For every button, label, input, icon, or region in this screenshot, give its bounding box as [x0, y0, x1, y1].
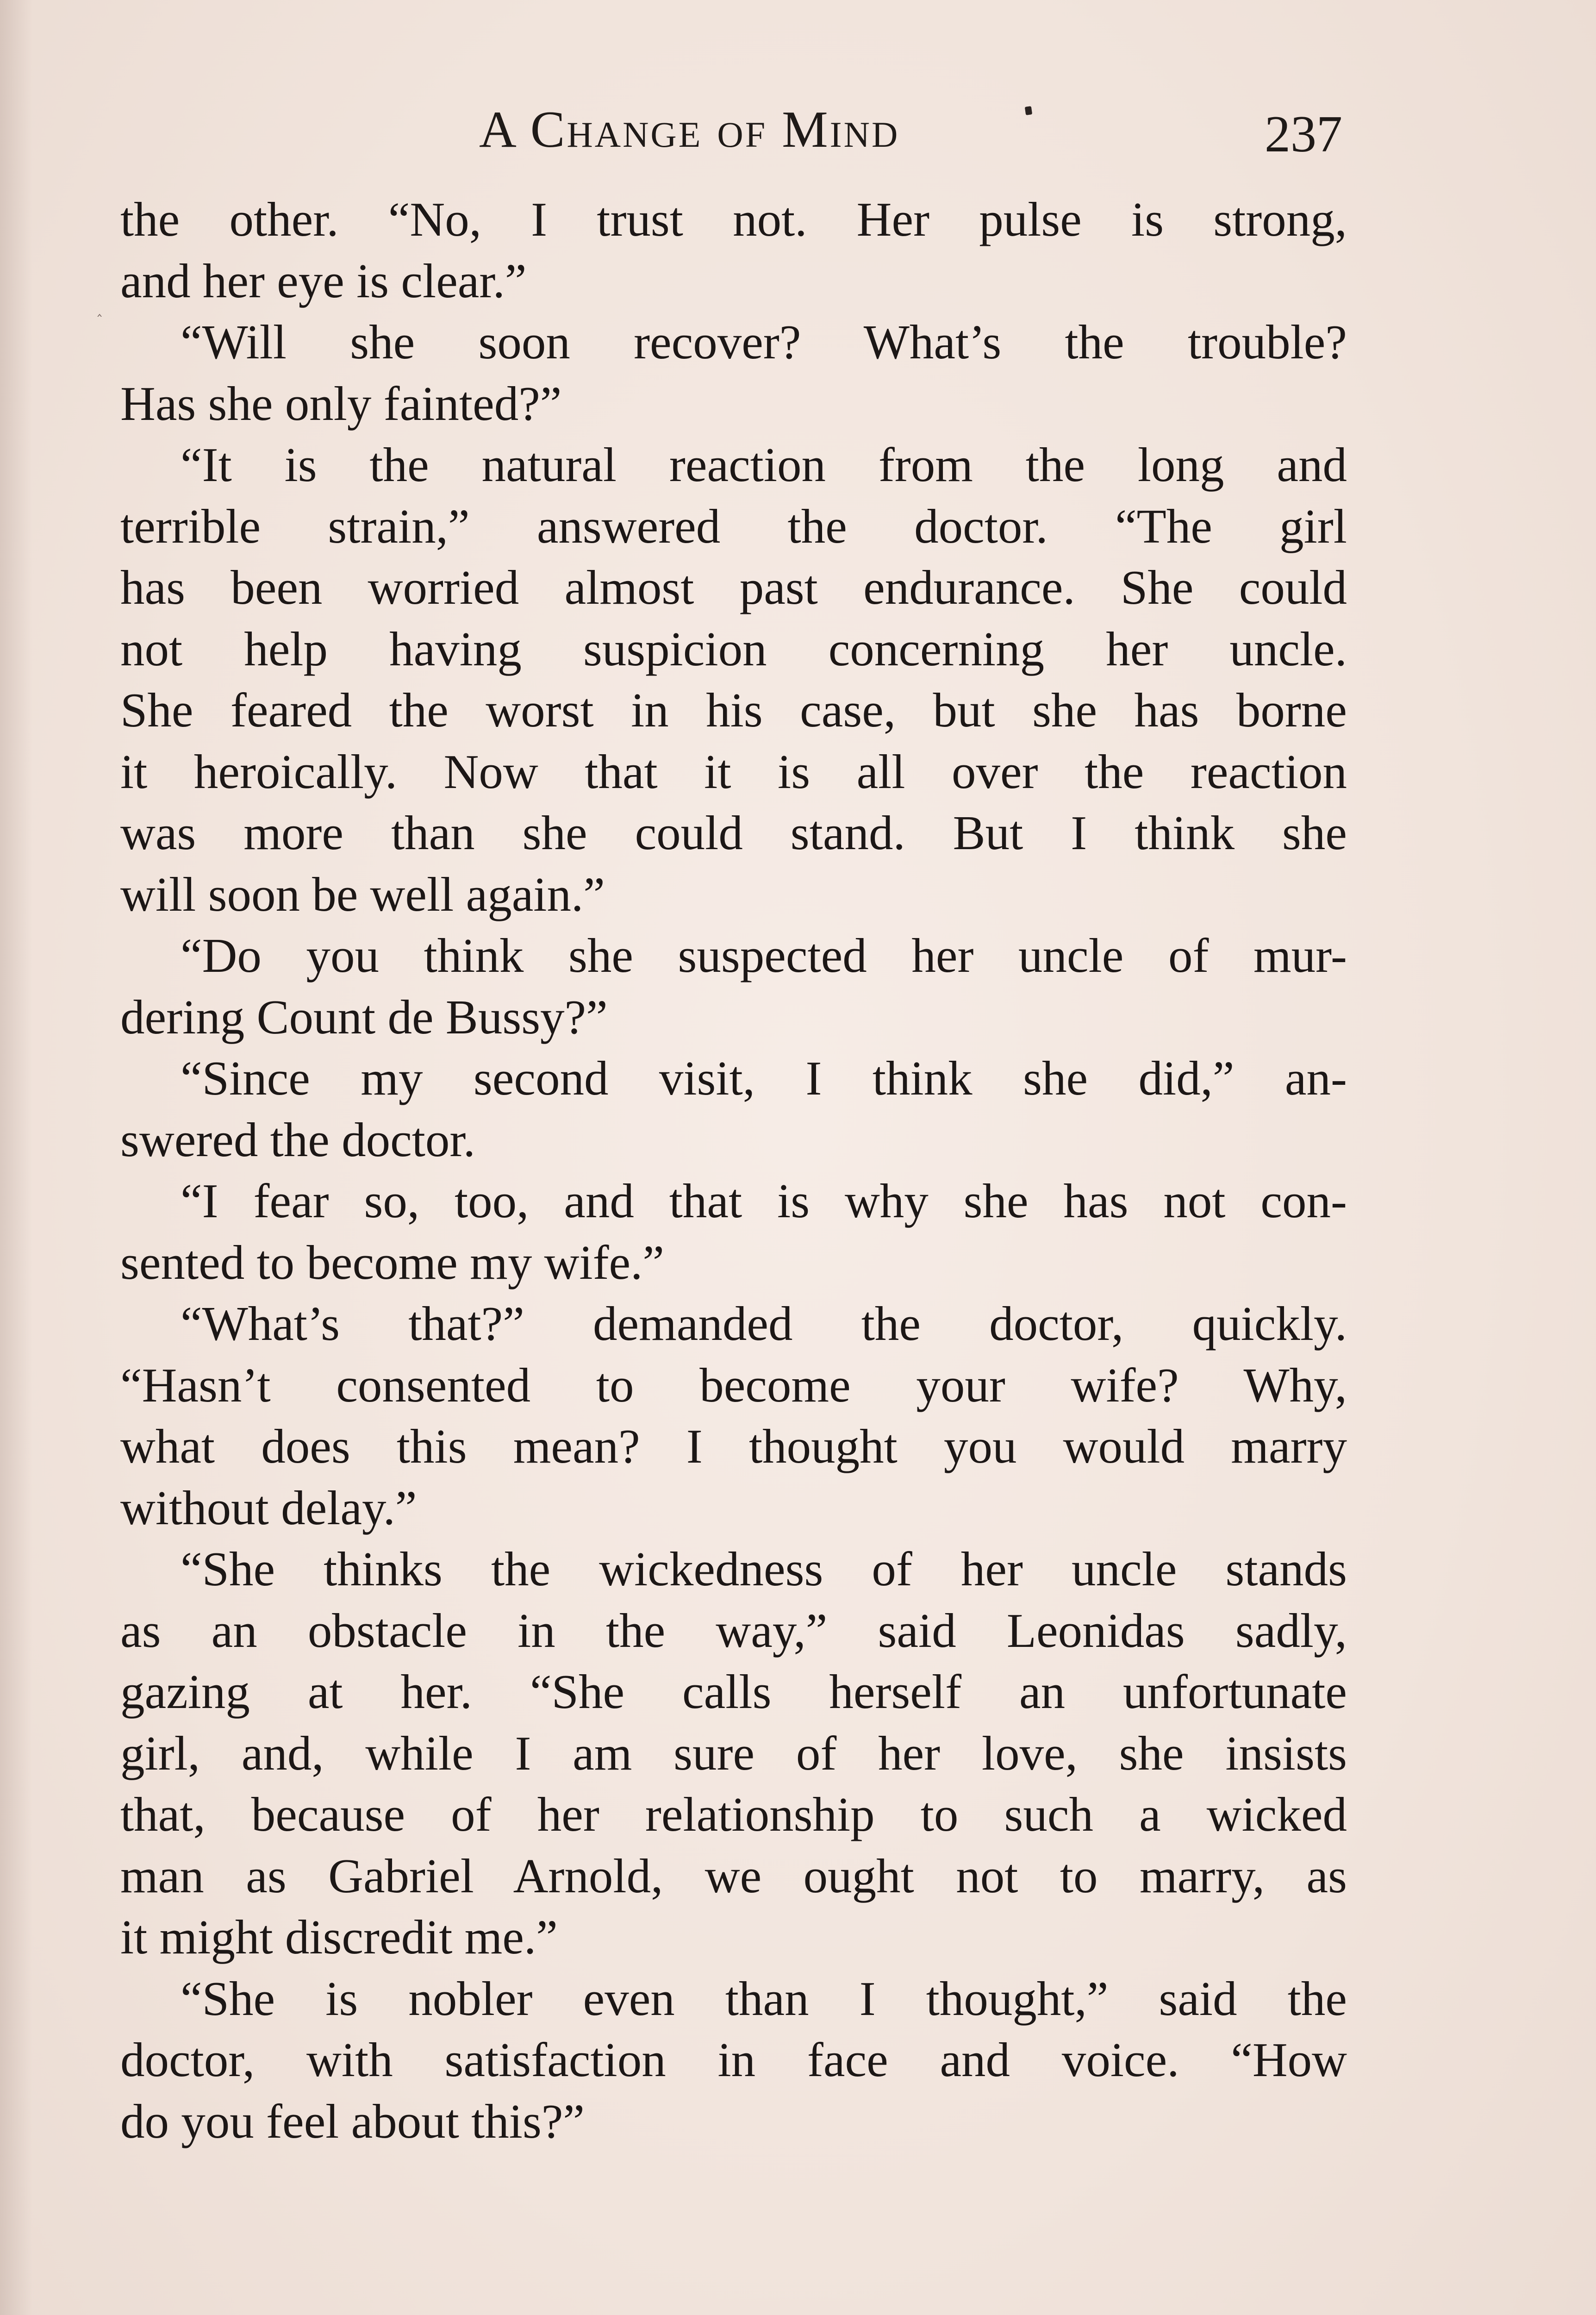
text-line: “She is nobler even than I thought,” said the	[181, 1971, 1347, 2026]
text-line: sented to become my wife.”	[120, 1235, 664, 1289]
text-line: “Do you think she suspected her uncle of mur-	[181, 928, 1347, 982]
text-line: was more than she could stand. But I think she	[120, 806, 1347, 860]
text-line: not help having suspicion concerning her uncle.	[120, 621, 1347, 676]
text-line: “She thinks the wickedness of her uncle stands	[181, 1542, 1347, 1596]
text-line: “What’s that?” demanded the doctor, quickly.	[181, 1296, 1347, 1351]
text-line: Has she only fainted?”	[120, 376, 562, 431]
page-number: 237	[1265, 106, 1342, 163]
body-text	[120, 189, 1347, 2152]
text-line: do you feel about this?”	[120, 2094, 585, 2148]
text-line: gazing at her. “She calls herself an unfortunate	[120, 1664, 1347, 1719]
text-line: “I fear so, too, and that is why she has not con-	[181, 1174, 1347, 1228]
text-line: “Will she soon recover? What’s the trouble?	[181, 315, 1347, 369]
text-line: dering Count de Bussy?”	[120, 989, 608, 1044]
text-line: swered the doctor.	[120, 1112, 475, 1167]
text-line: the other. “No, I trust not. Her pulse is strong,	[120, 192, 1347, 246]
text-line: that, because of her relationship to such a wicked	[120, 1787, 1347, 1841]
text-line: and her eye is clear.”	[120, 253, 527, 308]
ornament-mark	[1025, 106, 1032, 115]
text-line: “Since my second visit, I think she did,” an-	[181, 1051, 1347, 1105]
text-line: doctor, with satisfaction in face and voice. “How	[120, 2033, 1347, 2087]
text-line: it heroically. Now that it is all over the reaction	[120, 744, 1347, 799]
text-line: man as Gabriel Arnold, we ought not to marry, as	[120, 1848, 1347, 1903]
text-line: as an obstacle in the way,” said Leonidas sadly,	[120, 1603, 1347, 1658]
text-line: will soon be well again.”	[120, 867, 605, 921]
margin-mark: ‸	[97, 301, 102, 317]
text-line: girl, and, while I am sure of her love, she insists	[120, 1726, 1347, 1780]
text-line: “Hasn’t consented to become your wife? Why,	[120, 1358, 1347, 1412]
text-line: She feared the worst in his case, but she has borne	[120, 683, 1347, 737]
page-header	[120, 93, 1342, 167]
text-line: “It is the natural reaction from the long and	[181, 438, 1347, 492]
text-line: without delay.”	[120, 1480, 417, 1535]
text-line: has been worried almost past endurance. She could	[120, 560, 1347, 614]
text-line: it might discredit me.”	[120, 1910, 558, 1964]
text-line: what does this mean? I thought you would marry	[120, 1419, 1347, 1473]
running-title: A Change of Mind	[479, 101, 900, 158]
spine-shadow	[0, 0, 32, 2315]
text-line: terrible strain,” answered the doctor. “The girl	[120, 499, 1347, 553]
